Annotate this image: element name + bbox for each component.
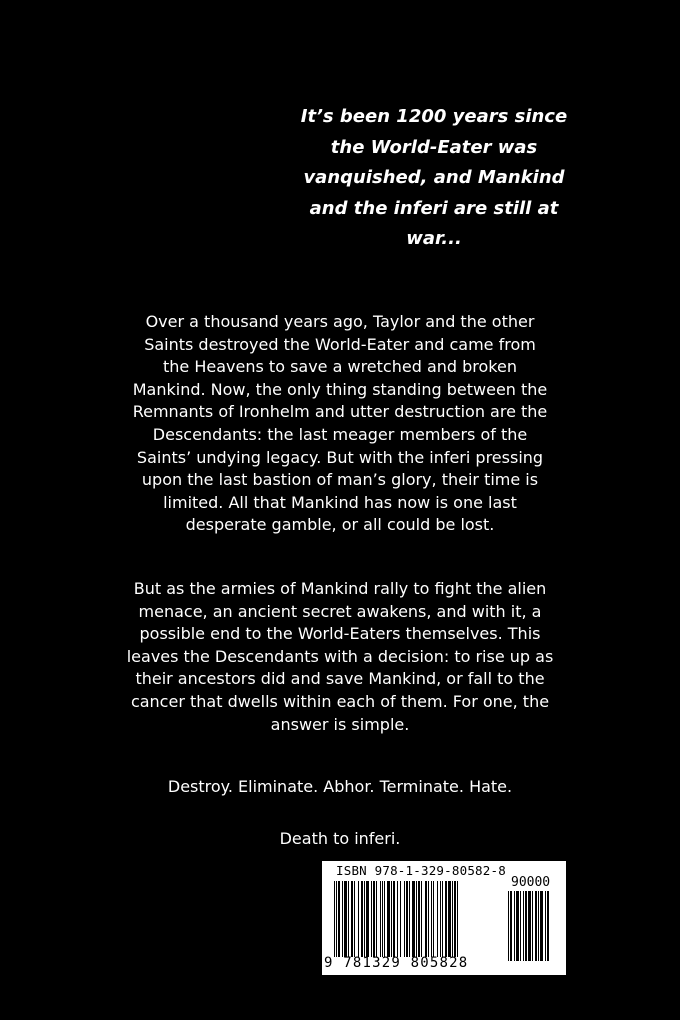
addon-bars — [508, 891, 560, 961]
blurb-line: limited. All that Mankind has now is one last — [163, 492, 517, 512]
blurb-line: Saints’ undying legacy. But with the inferi pressing — [136, 447, 544, 467]
ean-bars — [334, 881, 504, 957]
tagline-line: war... — [406, 228, 462, 249]
blurb-line: leaves the Descendants with a decision: to rise up as — [126, 646, 554, 666]
blurb-line: Death to inferi. — [279, 829, 401, 848]
ean-digits: 9 781329 805828 — [324, 955, 469, 971]
blurb-paragraph-2 — [100, 578, 580, 736]
tagline-line: and the inferi are still at — [309, 197, 559, 219]
blurb-paragraph-1 — [100, 311, 580, 537]
blurb-line: possible end to the World-Eaters themselves. This — [139, 624, 541, 644]
blurb-line: Destroy. Eliminate. Abhor. Terminate. Hate. — [167, 777, 513, 796]
blurb-line: Mankind. Now, the only thing standing between the — [132, 379, 548, 399]
blurb-line: Remnants of Ironhelm and utter destruction are the — [132, 402, 548, 422]
tagline-line: It’s been 1200 years since — [300, 106, 568, 127]
blurb-line: Descendants: the last meager members of the — [152, 424, 528, 444]
tagline — [300, 102, 568, 255]
blurb-paragraph-3 — [100, 776, 580, 799]
blurb-line: desperate gamble, or all could be lost. — [185, 515, 495, 535]
blurb-line: upon the last bastion of man’s glory, their time is — [141, 470, 539, 490]
blurb-line: menace, an ancient secret awakens, and with it, a — [138, 601, 542, 621]
tagline-line: the World-Eater was — [330, 136, 538, 158]
blurb-paragraph-4 — [100, 828, 580, 851]
price-code: 90000 — [511, 875, 551, 890]
barcode-gap — [549, 891, 550, 961]
isbn-barcode — [322, 861, 566, 975]
blurb-line: Saints destroyed the World-Eater and came from — [144, 334, 536, 354]
blurb-line: Over a thousand years ago, Taylor and the other — [145, 312, 535, 331]
barcode-bar — [457, 881, 458, 957]
blurb-line: their ancestors did and save Mankind, or fall to the — [135, 669, 545, 689]
blurb-line: the Heavens to save a wretched and broken — [163, 357, 517, 377]
blurb-line: But as the armies of Mankind rally to fight the alien — [133, 579, 547, 598]
tagline-line: vanquished, and Mankind — [303, 167, 565, 188]
blurb-line: cancer that dwells within each of them. For one, the — [130, 691, 550, 711]
isbn-label: ISBN 978-1-329-80582-8 — [336, 863, 506, 878]
blurb-line: answer is simple. — [270, 714, 410, 734]
